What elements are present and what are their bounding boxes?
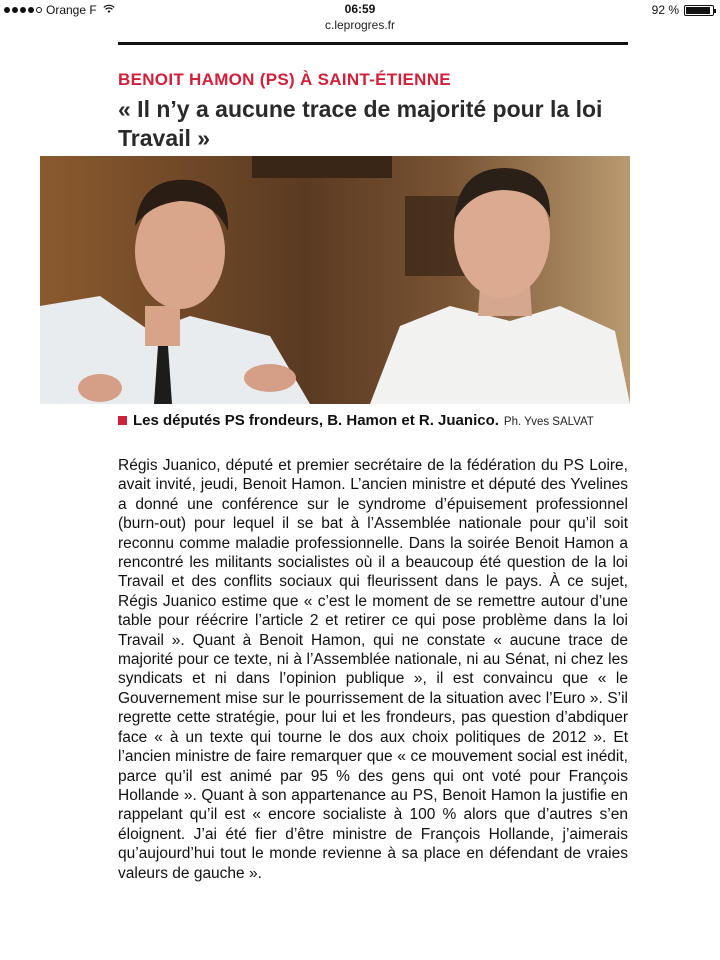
status-right [652,3,714,17]
article-kicker: BENOIT HAMON (PS) À SAINT-ÉTIENNE [118,70,451,89]
article-photo [40,156,630,404]
caption-text: Les députés PS frondeurs, B. Hamon et R. Juanico. [133,412,499,429]
photo-caption [118,412,638,429]
article-body-paragraph: Régis Juanico, député et premier secrétaire de la fédération du PS Loire, avait invité, jeudi, Benoit Hamon. L’ancien ministre et député des Yvelines a donné une conférence sur le syndrome d’épuisement professionnel (burn-out) pour lequel il se bat à l’Assemblée nationale pour qu’il soit reconnu comme maladie professionnelle. Dans la soirée Benoit Hamon a rencontré les militants socialistes où il a beaucoup été question de la loi Travail et des conflits sociaux qui fleurissent dans le pays. À ce sujet, Régis Juanico estime que « c’est le moment de se remettre autour d’une table pour réécrire l’article 2 et retirer ce qui pose problème dans la loi Travail ». Quant à Benoit Hamon, qui ne constate « aucune trace de majorité pour ce texte, ni à l’Assemblée nationale, ni au Sénat, ni chez les syndicats et ni dans l’opinion publique », il est convaincu que « le Gouvernement mise sur le pourrissement de la situation avec l’Euro ». S’il regrette cette stratégie, pour lui et les frondeurs, pas question d’abdiquer face « à un texte qui tourne le dos aux choix politiques de 2012 ». Et l’ancien ministre de faire remarquer que « ce mouvement social est inédit, parce qu’il est animé par 95 % des gens qui ont voté pour François Hollande ». Quant à son appartenance au PS, Benoit Hamon la justifie en rappelant qu’il est « encore socialiste à 100 % alors que d’autres s’en éloignent. J’ai été fier d’être ministre de François Hollande, j’aimerais qu’aujourd’hui tout le monde revienne à sa place en défendant de vraies valeurs de gauche ». [118,457,628,882]
article-body [118,456,628,883]
status-bar [0,0,720,20]
address-bar-url[interactable]: c.leprogres.fr [324,18,396,32]
battery-icon [684,5,714,16]
battery-percent: 92 % [651,3,679,17]
carrier-name: Orange F [46,3,97,17]
photo-credit: Ph. Yves SALVAT [503,416,594,428]
status-time: 06:59 [344,2,376,16]
caption-square-icon [118,416,127,425]
top-rule-divider [118,42,628,45]
article-headline: « Il n’y a aucune trace de majorité pour la loi Travail » [118,96,603,151]
